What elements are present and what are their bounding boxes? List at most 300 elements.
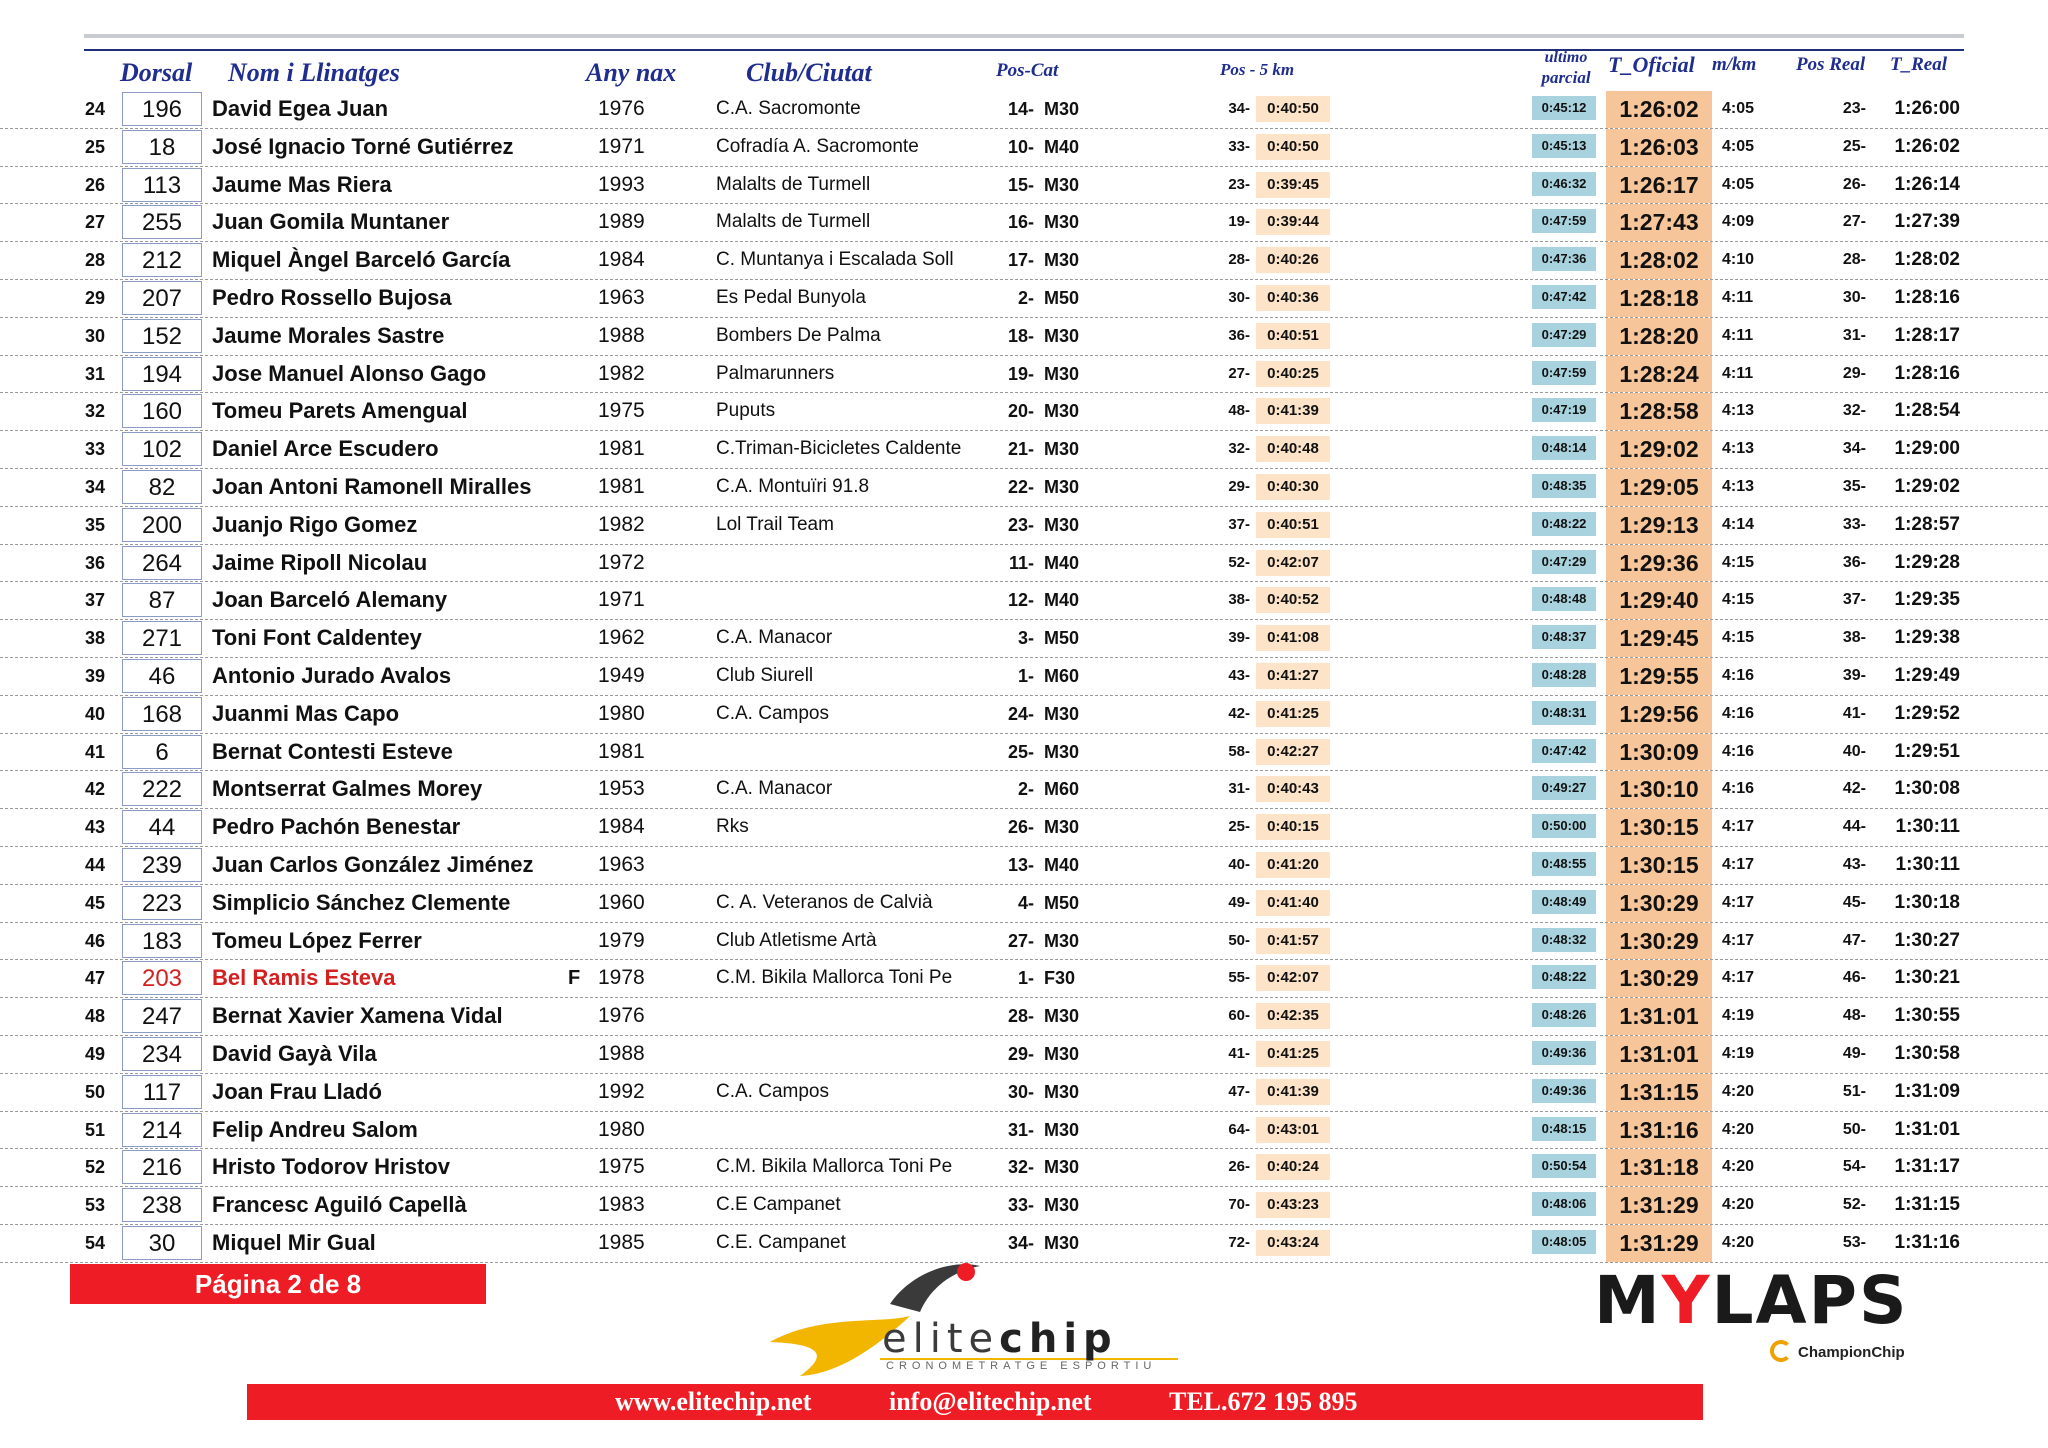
official-time: 1:28:18: [1606, 280, 1712, 317]
runner-name: Jaume Mas Riera: [212, 171, 392, 197]
category-position: 34-: [1007, 1232, 1034, 1253]
last-split: 0:48:26: [1532, 1003, 1596, 1027]
header-pos5: Pos - 5 km: [1220, 60, 1295, 79]
row-position: 48: [84, 1006, 106, 1027]
position-5km: 25-: [1228, 818, 1250, 836]
row-position: 40: [84, 703, 106, 724]
birth-year: 1963: [598, 852, 645, 876]
real-position: 36-: [1842, 553, 1866, 571]
pace-per-km: 4:20: [1722, 1158, 1755, 1176]
table-row: [0, 1149, 2048, 1187]
category: M40: [1044, 136, 1080, 157]
row-position: 42: [84, 779, 106, 800]
category-position: 12-: [1007, 590, 1034, 611]
club-name: Puputs: [716, 400, 776, 422]
category-position: 16-: [1007, 212, 1034, 233]
runner-name: Francesc Aguiló Capellà: [212, 1192, 467, 1218]
real-position: 26-: [1842, 175, 1866, 193]
bib-number: 207: [122, 281, 202, 315]
official-time: 1:30:10: [1606, 771, 1712, 808]
birth-year: 1976: [598, 1004, 645, 1028]
position-5km: 47-: [1228, 1082, 1250, 1100]
gender-flag: [568, 91, 588, 127]
birth-year: 1960: [598, 890, 645, 914]
category: M60: [1044, 665, 1080, 686]
position-5km: 29-: [1228, 477, 1250, 495]
official-time: 1:31:29: [1606, 1187, 1712, 1224]
position-5km: 38-: [1228, 591, 1250, 609]
runner-name: Montserrat Galmes Morey: [212, 776, 483, 802]
real-position: 25-: [1842, 137, 1866, 155]
gender-flag: [568, 885, 588, 921]
real-time: 1:27:39: [1894, 211, 1960, 233]
category-position: 33-: [1007, 1195, 1034, 1216]
pace-per-km: 4:19: [1722, 1007, 1755, 1025]
birth-year: 1981: [598, 474, 645, 498]
table-row: [0, 356, 2048, 394]
pace-per-km: 4:17: [1722, 969, 1755, 987]
club-name: Bombers De Palma: [716, 324, 881, 346]
gender-flag: [568, 734, 588, 770]
real-time: 1:29:38: [1894, 627, 1960, 649]
birth-year: 1993: [598, 172, 645, 196]
club-name: C. A. Veteranos de Calvià: [716, 891, 933, 913]
gender-flag: [568, 204, 588, 240]
last-split: 0:48:22: [1532, 965, 1596, 989]
gender-flag: [568, 167, 588, 203]
birth-year: 1971: [598, 588, 645, 612]
club-name: C.E. Campanet: [716, 1231, 846, 1253]
runner-name: Simplicio Sánchez Clemente: [212, 889, 511, 915]
table-row: [0, 1112, 2048, 1150]
row-position: 31: [84, 363, 106, 384]
row-position: 27: [84, 212, 106, 233]
real-time: 1:30:55: [1894, 1005, 1960, 1027]
birth-year: 1962: [598, 626, 645, 650]
pace-per-km: 4:17: [1722, 893, 1755, 911]
category-position: 23-: [1007, 514, 1034, 535]
time-5km: 0:39:44: [1256, 209, 1330, 235]
gender-flag: [568, 658, 588, 694]
bib-number: 216: [122, 1150, 202, 1184]
bib-number: 183: [122, 924, 202, 958]
real-time: 1:30:27: [1894, 929, 1960, 951]
time-5km: 0:41:27: [1256, 663, 1330, 689]
row-position: 50: [84, 1081, 106, 1102]
table-row: [0, 809, 2048, 847]
real-time: 1:30:11: [1895, 816, 1960, 838]
mylaps-logo: [1594, 1262, 1909, 1339]
elitechip-tagline: CRONOMETRATGE ESPORTIU: [886, 1360, 1157, 1372]
bib-number: 117: [122, 1075, 202, 1109]
gender-flag: [568, 923, 588, 959]
real-time: 1:29:52: [1894, 702, 1960, 724]
last-split: 0:49:27: [1532, 776, 1596, 800]
gender-flag: [568, 696, 588, 732]
official-time: 1:29:55: [1606, 658, 1712, 695]
real-time: 1:28:16: [1894, 286, 1960, 308]
club-name: Club Siurell: [716, 664, 814, 686]
official-time: 1:31:01: [1606, 1036, 1712, 1073]
contact-bar: [247, 1384, 1703, 1420]
time-5km: 0:41:25: [1256, 1041, 1330, 1067]
category-position: 2-: [1017, 779, 1034, 800]
category: M30: [1044, 1232, 1080, 1253]
pace-per-km: 4:16: [1722, 742, 1755, 760]
time-5km: 0:43:24: [1256, 1230, 1330, 1256]
category-position: 28-: [1007, 1006, 1034, 1027]
official-time: 1:28:02: [1606, 242, 1712, 279]
category: M30: [1044, 1006, 1080, 1027]
bib-number: 247: [122, 999, 202, 1033]
row-position: 37: [84, 590, 106, 611]
pace-per-km: 4:11: [1722, 288, 1754, 306]
row-position: 49: [84, 1043, 106, 1064]
position-5km: 41-: [1228, 1044, 1250, 1062]
official-time: 1:28:58: [1606, 393, 1712, 430]
club-name: C. Muntanya i Escalada Soll: [716, 249, 954, 271]
runner-name: Joan Barceló Alemany: [212, 587, 448, 613]
birth-year: 1980: [598, 1117, 645, 1141]
time-5km: 0:43:23: [1256, 1192, 1330, 1218]
birth-year: 1975: [598, 1155, 645, 1179]
last-split: 0:48:55: [1532, 852, 1596, 876]
row-position: 35: [84, 514, 106, 535]
real-position: 23-: [1842, 100, 1866, 117]
official-time: 1:29:40: [1606, 582, 1712, 619]
bib-number: 87: [122, 583, 202, 617]
header-year: Any nax: [586, 58, 677, 87]
official-time: 1:29:05: [1606, 469, 1712, 506]
gender-flag: [568, 393, 588, 429]
real-position: 31-: [1842, 326, 1866, 344]
bib-number: 113: [122, 168, 202, 202]
pace-per-km: 4:15: [1722, 629, 1755, 647]
official-time: 1:31:29: [1606, 1225, 1712, 1262]
contact-phone: TEL.672 195 895: [1169, 1387, 1358, 1416]
runner-name: Jose Manuel Alonso Gago: [212, 360, 487, 386]
last-split: 0:48:35: [1532, 474, 1596, 498]
official-time: 1:30:29: [1606, 923, 1712, 960]
row-position: 41: [84, 741, 106, 762]
bib-number: 160: [122, 394, 202, 428]
real-position: 29-: [1842, 364, 1866, 382]
club-name: C.A. Montuïri 91.8: [716, 475, 870, 497]
header-dorsal: Dorsal: [120, 58, 193, 87]
category-position: 11-: [1008, 552, 1034, 573]
time-5km: 0:41:40: [1256, 890, 1330, 916]
table-row: [0, 204, 2048, 242]
real-position: 37-: [1842, 591, 1866, 609]
time-5km: 0:40:51: [1256, 323, 1330, 349]
contact-email-link[interactable]: info@elitechip.net: [889, 1387, 1092, 1416]
birth-year: 1980: [598, 701, 645, 725]
real-time: 1:29:00: [1894, 438, 1960, 460]
category-position: 10-: [1007, 136, 1034, 157]
club-name: Club Atletisme Artà: [716, 929, 877, 951]
birth-year: 1983: [598, 1193, 645, 1217]
row-position: 44: [84, 854, 106, 875]
position-5km: 39-: [1228, 629, 1250, 647]
bib-number: 102: [122, 432, 202, 466]
last-split: 0:46:32: [1532, 172, 1596, 196]
category-position: 30-: [1007, 1081, 1034, 1102]
time-5km: 0:42:35: [1256, 1003, 1330, 1029]
category-position: 26-: [1007, 817, 1034, 838]
time-5km: 0:40:50: [1256, 96, 1330, 122]
club-name: Es Pedal Bunyola: [716, 286, 866, 308]
official-time: 1:27:43: [1606, 204, 1712, 241]
time-5km: 0:42:07: [1256, 965, 1330, 991]
time-5km: 0:43:01: [1256, 1117, 1330, 1143]
pace-per-km: 4:11: [1722, 326, 1754, 344]
official-time: 1:30:09: [1606, 734, 1712, 771]
position-5km: 34-: [1228, 100, 1250, 117]
category: M30: [1044, 250, 1080, 271]
category: M30: [1044, 703, 1080, 724]
row-position: 53: [84, 1195, 106, 1216]
runner-name: Juan Gomila Muntaner: [212, 209, 450, 235]
position-5km: 30-: [1228, 288, 1250, 306]
category-position: 14-: [1007, 99, 1034, 119]
category-position: 13-: [1007, 854, 1034, 875]
birth-year: 1976: [598, 97, 645, 120]
row-position: 24: [84, 99, 106, 119]
header-ultimo: [1536, 50, 1596, 90]
category: M40: [1044, 590, 1080, 611]
category: M30: [1044, 476, 1080, 497]
runner-name: Miquel Mir Gual: [212, 1229, 376, 1255]
position-5km: 32-: [1228, 440, 1250, 458]
time-5km: 0:41:08: [1256, 625, 1330, 651]
runner-name: Tomeu Parets Amengual: [212, 398, 468, 424]
header-pace: m/km: [1712, 54, 1757, 75]
table-row: [0, 431, 2048, 469]
category: M40: [1044, 552, 1080, 573]
time-5km: 0:40:24: [1256, 1154, 1330, 1180]
official-time: 1:29:56: [1606, 696, 1712, 733]
category: M30: [1044, 99, 1080, 119]
category: M30: [1044, 1157, 1080, 1178]
birth-year: 1989: [598, 210, 645, 234]
header-ultimo-line2: parcial: [1541, 68, 1591, 87]
bib-number: 6: [122, 735, 202, 769]
club-name: C.E Campanet: [716, 1194, 841, 1216]
real-position: 49-: [1842, 1044, 1866, 1062]
real-position: 52-: [1842, 1196, 1866, 1214]
real-position: 38-: [1842, 629, 1866, 647]
pace-per-km: 4:17: [1722, 855, 1755, 873]
real-time: 1:31:16: [1894, 1231, 1960, 1253]
category-position: 3-: [1017, 628, 1034, 649]
official-time: 1:28:24: [1606, 356, 1712, 393]
last-split: 0:48:06: [1532, 1192, 1596, 1216]
real-time: 1:31:15: [1894, 1194, 1960, 1216]
table-row: [0, 242, 2048, 280]
table-row: [0, 280, 2048, 318]
table-row: [0, 771, 2048, 809]
row-position: 30: [84, 325, 106, 346]
pace-per-km: 4:20: [1722, 1196, 1755, 1214]
last-split: 0:49:36: [1532, 1041, 1596, 1065]
mylaps-m: M: [1594, 1262, 1662, 1339]
position-5km: 28-: [1228, 251, 1250, 269]
table-row: [0, 582, 2048, 620]
time-5km: 0:42:27: [1256, 739, 1330, 765]
birth-year: 1953: [598, 777, 645, 801]
runner-name: Jaume Morales Sastre: [212, 322, 445, 348]
gender-flag: [568, 1225, 588, 1261]
category-position: 32-: [1007, 1157, 1034, 1178]
table-row: [0, 129, 2048, 167]
real-time: 1:31:17: [1894, 1156, 1960, 1178]
bib-number: 214: [122, 1113, 202, 1147]
pace-per-km: 4:15: [1722, 591, 1755, 609]
runner-name: Juan Carlos González Jiménez: [212, 851, 534, 877]
official-time: 1:31:18: [1606, 1149, 1712, 1186]
category-position: 31-: [1007, 1119, 1034, 1140]
table-row: [0, 469, 2048, 507]
gender-flag: [568, 129, 588, 165]
pace-per-km: 4:16: [1722, 704, 1755, 722]
real-position: 27-: [1842, 213, 1866, 231]
pace-per-km: 4:10: [1722, 251, 1755, 269]
mylaps-laps: LAPS: [1711, 1262, 1909, 1339]
position-5km: 55-: [1228, 969, 1250, 987]
runner-name: Miquel Àngel Barceló García: [212, 247, 511, 273]
official-time: 1:26:17: [1606, 167, 1712, 204]
row-position: 52: [84, 1157, 106, 1178]
last-split: 0:48:28: [1532, 663, 1596, 687]
position-5km: 58-: [1228, 742, 1250, 760]
elitechip-word-a: elite: [882, 1316, 1000, 1362]
pace-per-km: 4:05: [1722, 175, 1755, 193]
club-name: Cofradía A. Sacromonte: [716, 135, 919, 157]
category-position: 15-: [1007, 174, 1034, 195]
category: M30: [1044, 741, 1080, 762]
time-5km: 0:39:45: [1256, 172, 1330, 198]
club-name: C.A. Manacor: [716, 627, 833, 649]
time-5km: 0:41:57: [1256, 928, 1330, 954]
birth-year: 1988: [598, 1041, 645, 1065]
birth-year: 1982: [598, 512, 645, 536]
real-time: 1:26:14: [1894, 173, 1960, 195]
position-5km: 37-: [1228, 515, 1250, 533]
contact-web-link[interactable]: www.elitechip.net: [615, 1387, 812, 1416]
runner-name: Antonio Jurado Avalos: [212, 662, 452, 688]
club-name: C.A. Campos: [716, 702, 829, 724]
category-position: 29-: [1007, 1043, 1034, 1064]
club-name: Palmarunners: [716, 362, 835, 384]
last-split: 0:48:37: [1532, 625, 1596, 649]
row-position: 29: [84, 287, 106, 308]
gender-flag: F: [568, 967, 581, 990]
last-split: 0:48:32: [1532, 928, 1596, 952]
time-5km: 0:40:25: [1256, 361, 1330, 387]
official-time: 1:29:36: [1606, 545, 1712, 582]
results-table: [0, 91, 2048, 1263]
row-position: 54: [84, 1232, 106, 1253]
championchip-label: ChampionChip: [1798, 1344, 1905, 1361]
bib-number: 264: [122, 546, 202, 580]
gender-flag: [568, 771, 588, 807]
category-position: 4-: [1017, 892, 1034, 913]
time-5km: 0:40:15: [1256, 814, 1330, 840]
official-time: 1:31:01: [1606, 998, 1712, 1035]
last-split: 0:48:15: [1532, 1117, 1596, 1141]
table-row: [0, 885, 2048, 923]
table-row: [0, 1187, 2048, 1225]
category: M30: [1044, 1195, 1080, 1216]
real-time: 1:30:18: [1894, 891, 1960, 913]
official-time: 1:29:02: [1606, 431, 1712, 468]
bib-number: 223: [122, 886, 202, 920]
category-position: 21-: [1007, 439, 1034, 460]
category: F30: [1044, 968, 1076, 989]
official-time: 1:31:15: [1606, 1074, 1712, 1111]
position-5km: 23-: [1228, 175, 1250, 193]
row-position: 39: [84, 665, 106, 686]
real-time: 1:29:49: [1894, 664, 1960, 686]
birth-year: 1981: [598, 437, 645, 461]
club-name: C.M. Bikila Mallorca Toni Pe: [716, 967, 953, 989]
club-name: Rks: [716, 816, 749, 838]
birth-year: 1988: [598, 323, 645, 347]
time-5km: 0:41:25: [1256, 701, 1330, 727]
birth-year: 1963: [598, 285, 645, 309]
real-time: 1:29:35: [1894, 589, 1960, 611]
time-5km: 0:41:20: [1256, 852, 1330, 878]
header-ultimo-line1: ultimo: [1544, 49, 1588, 66]
club-name: Lol Trail Team: [716, 513, 834, 535]
table-row: [0, 696, 2048, 734]
bib-number: 44: [122, 810, 202, 844]
row-position: 28: [84, 250, 106, 271]
last-split: 0:47:36: [1532, 247, 1596, 271]
pace-per-km: 4:14: [1722, 515, 1755, 533]
pace-per-km: 4:05: [1722, 137, 1755, 155]
position-5km: 42-: [1228, 704, 1250, 722]
club-name: Malalts de Turmell: [716, 173, 871, 195]
category: M30: [1044, 439, 1080, 460]
real-time: 1:28:16: [1894, 362, 1960, 384]
bib-number: 255: [122, 205, 202, 239]
pace-per-km: 4:05: [1722, 100, 1755, 117]
gender-flag: [568, 242, 588, 278]
club-name: C.A. Sacromonte: [716, 98, 861, 119]
real-position: 32-: [1842, 402, 1866, 420]
official-time: 1:28:20: [1606, 318, 1712, 355]
pace-per-km: 4:20: [1722, 1233, 1755, 1251]
runner-name: Jaime Ripoll Nicolau: [212, 549, 428, 575]
real-time: 1:31:01: [1894, 1118, 1960, 1140]
runner-name: Joan Frau Lladó: [212, 1078, 382, 1104]
real-time: 1:28:17: [1894, 324, 1960, 346]
table-row: [0, 1074, 2048, 1112]
category-position: 27-: [1007, 930, 1034, 951]
category-position: 25-: [1007, 741, 1034, 762]
last-split: 0:48:14: [1532, 436, 1596, 460]
real-time: 1:31:09: [1894, 1080, 1960, 1102]
birth-year: 1981: [598, 739, 645, 763]
real-position: 45-: [1842, 893, 1866, 911]
club-name: C.A. Manacor: [716, 778, 833, 800]
real-position: 34-: [1842, 440, 1866, 458]
time-5km: 0:40:51: [1256, 512, 1330, 538]
elitechip-word-b: chip: [999, 1316, 1118, 1362]
row-position: 26: [84, 174, 106, 195]
gender-flag: [568, 469, 588, 505]
